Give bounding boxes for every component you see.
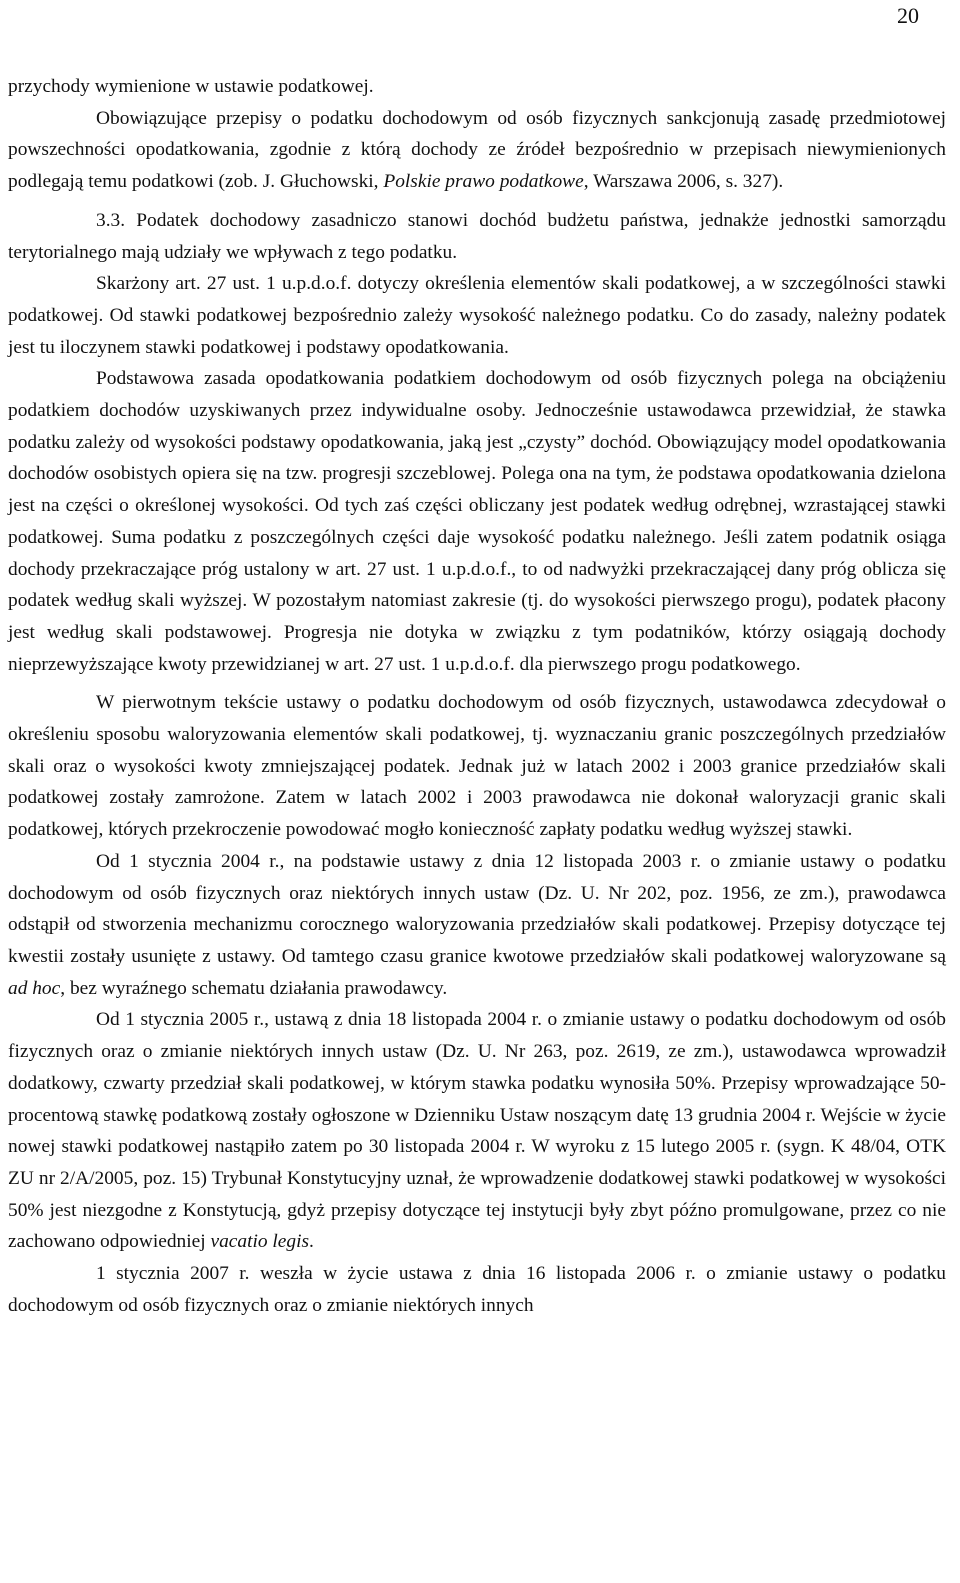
paragraph-1: przychody wymienione w ustawie podatkowej. [8, 76, 374, 97]
paragraph-6: W pierwotnym tekście ustawy o podatku dochodowym od osób fizycznych, ustawodawca zdecydował o określeniu sposobu waloryzowania elementów skali podatkowej, tj. wyznaczaniu granic poszczególnych przedziałów skali oraz o wysokości kwoty zmniejszającej podatek. Jednak już w latach 2002 i 2003 granice przedziałów skali podatkowej zostały zamrożone. Zatem w latach 2002 i 2003 prawodawca nie dokonał waloryzacji granic skali podatkowej, których przekroczenie powodować mogło konieczność zapłaty podatku według wyższej stawki. [8, 692, 946, 841]
paragraph-7: Od 1 stycznia 2004 r., na podstawie ustawy z dnia 12 listopada 2003 r. o zmianie ustawy o podatku dochodowym od osób fizycznych oraz niektórych innych ustaw (Dz. U. Nr 202, poz. 1956, ze zm.), prawodawca odstąpił od stworzenia mechanizmu corocznego waloryzowania przedziałów skali podatkowej. Przepisy dotyczące tej kwestii zostały usunięte z ustawy. Od tamtego czasu granice kwotowe przedziałów skali podatkowej waloryzowane są ad hoc, bez wyraźnego schematu działania prawodawcy. [8, 850, 946, 999]
paragraph-9: 1 stycznia 2007 r. weszła w życie ustawa z dnia 16 listopada 2006 r. o zmianie ustawy o podatku dochodowym od osób fizycznych oraz o zmianie niektórych innych [8, 1263, 946, 1316]
book-title: Polskie prawo podatkowe [383, 171, 584, 193]
latin-term: ad hoc [8, 977, 61, 999]
paragraph-8: Od 1 stycznia 2005 r., ustawą z dnia 18 listopada 2004 r. o zmianie ustawy o podatku dochodowym od osób fizycznych oraz o zmianie niektórych innych ustaw (Dz. U. Nr 263, poz. 2619, ze zm.), ustawodawca wprowadził dodatkowy, czwarty przedział skali podatkowej, w którym stawka podatku wynosiła 50%. Przepisy wprowadzające 50-procentową stawkę podatkową zostały ogłoszone w Dzienniku Ustaw noszącym datę 13 grudnia 2004 r. Wejście w życie nowej stawki podatkowej nastąpiło zatem po 30 listopada 2004 r. W wyroku z 15 lutego 2005 r. (sygn. K 48/04, OTK ZU nr 2/A/2005, poz. 15) Trybunał Konstytucyjny uznał, że wprowadzenie dodatkowej stawki podatkowej w wysokości 50% jest niezgodne z Konstytucją, gdyż przepisy dotyczące tej instytucji były zbyt późno promulgowane, przez co nie zachowano odpowiedniej vacatio legis. [8, 1009, 946, 1253]
document-body [8, 71, 946, 1321]
paragraph-4: Skarżony art. 27 ust. 1 u.p.d.o.f. dotyczy określenia elementów skali podatkowej, a w szczególności stawki podatkowej. Od stawki podatkowej bezpośrednio zależy wysokość należnego podatku. Co do zasady, należny podatek jest tu iloczynem stawki podatkowej i podstawy opodatkowania. [8, 273, 946, 358]
latin-term: vacatio legis [210, 1231, 310, 1253]
paragraph-3: 3.3. Podatek dochodowy zasadniczo stanowi dochód budżetu państwa, jednakże jednostki samorządu terytorialnego mają udziały we wpływach z tego podatku. [8, 209, 946, 263]
paragraph-2: Obowiązujące przepisy o podatku dochodowym od osób fizycznych sankcjonują zasadę przedmiotowej powszechności opodatkowania, zgodnie z którą dochody ze źródeł bezpośrednio w przepisach niewymienionych podlegają temu podatkowi (zob. J. Głuchowski, Polskie prawo podatkowe, Warszawa 2006, s. 327). [8, 107, 946, 193]
page-number: 20 [897, 3, 919, 28]
paragraph-5: Podstawowa zasada opodatkowania podatkiem dochodowym od osób fizycznych polega na obciążeniu podatkiem dochodów uzyskiwanych przez indywidualne osoby. Jednocześnie ustawodawca przewidział, że stawka podatku zależy od wysokości podstawy opodatkowania, jaką jest „czysty” dochód. Obowiązujący model opodatkowania dochodów osobistych opiera się na tzw. progresji szczeblowej. Polega ona na tym, że podstawa opodatkowania dzielona jest na części o określonej wysokości. Od tych zaś części obliczany jest podatek według odrębnej, wzrastającej stawki podatkowej. Suma podatku z poszczególnych części daje wysokość podatku należnego. Jeśli zatem podatnik osiąga dochody przekraczające próg ustalony w art. 27 ust. 1 u.p.d.o.f., to od nadwyżki przekraczającej dany próg oblicza się podatek według skali wyższej. W pozostałym natomiast zakresie (tj. do wysokości pierwszego progu), podatek płacony jest według skali podstawowej. Progresja nie dotyka w związku z tym podatników, którzy osiągają dochody nieprzewyższające kwoty przewidzianej w art. 27 ust. 1 u.p.d.o.f. dla pierwszego progu podatkowego. [8, 368, 946, 675]
